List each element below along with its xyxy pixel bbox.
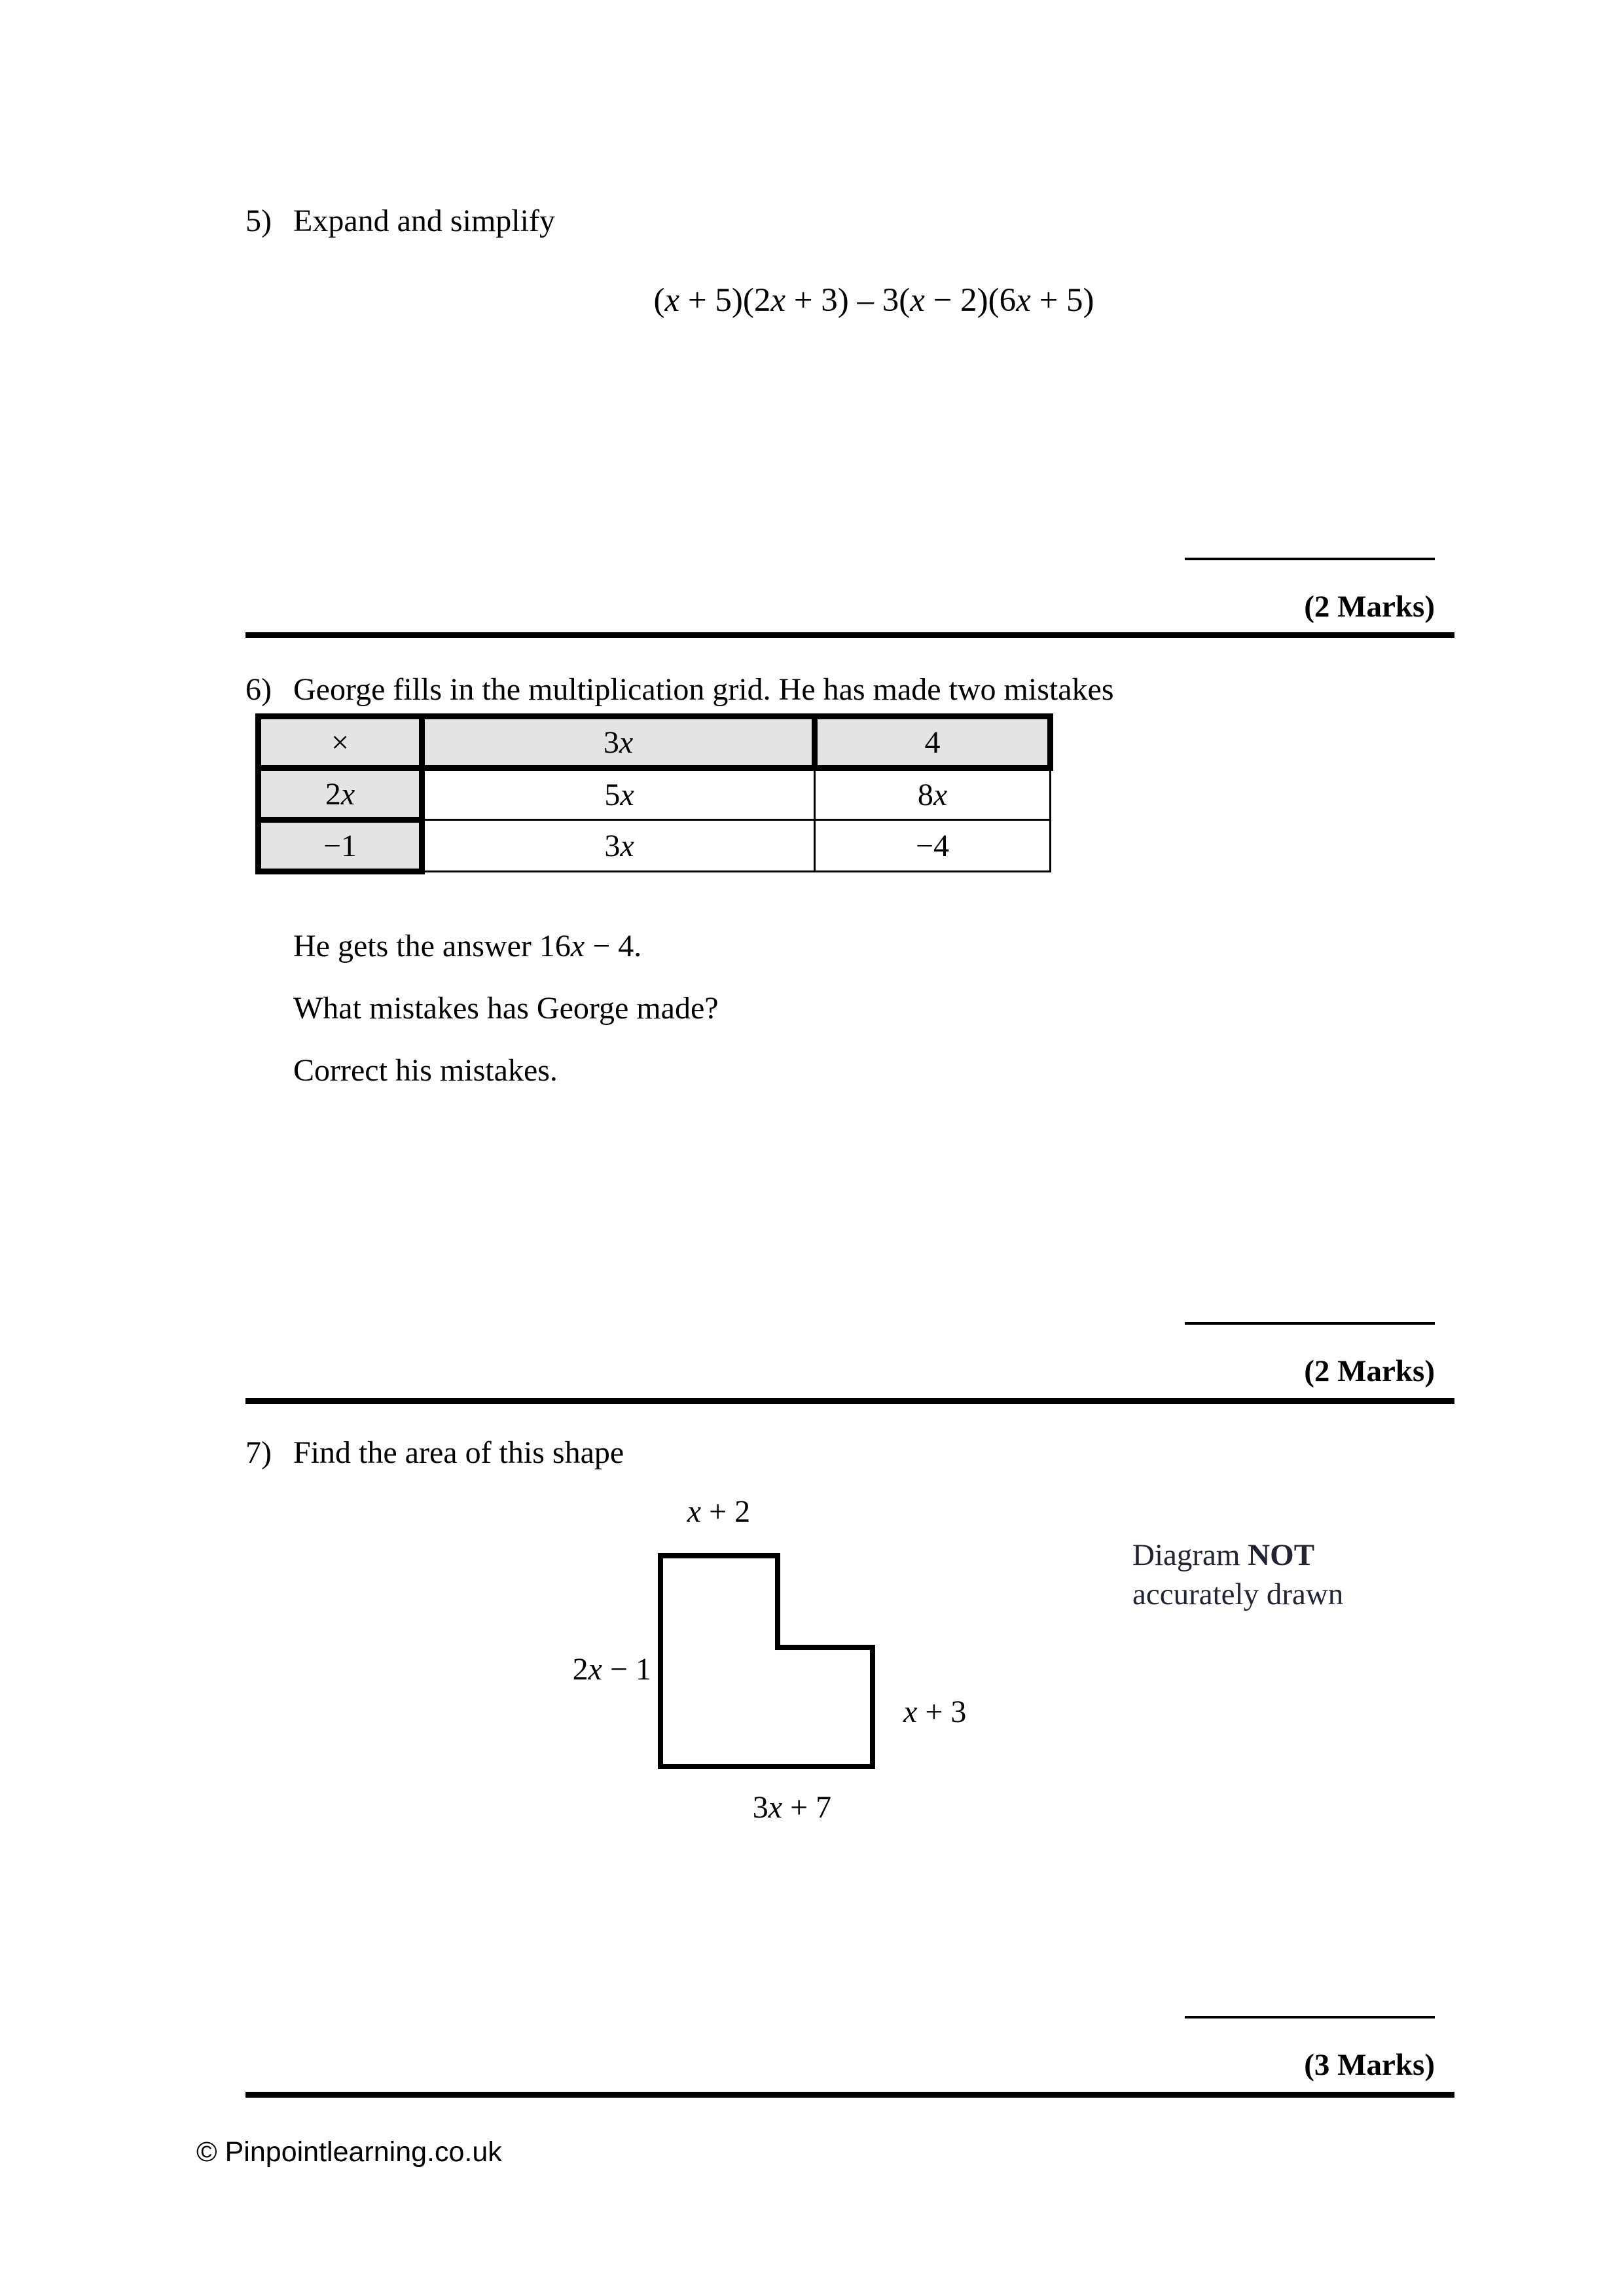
math-expression: (x + 5)(2x + 3) – 3(x − 2)(6x + 5) [653, 282, 1094, 319]
grid-cell: −4 [815, 820, 1051, 872]
question-number: 5) [245, 204, 272, 238]
shape-label-top: x + 2 [687, 1494, 751, 1529]
section-divider [245, 632, 1454, 638]
multiplication-grid [255, 713, 1053, 874]
grid-cell: 2x [259, 768, 422, 820]
marks-label: (2 Marks) [1304, 1354, 1435, 1388]
diagram-note-bold: NOT [1248, 1538, 1315, 1572]
diagram-note-line1 [1132, 1535, 1343, 1575]
question-number: 7) [245, 1435, 272, 1470]
l-shape-outline [660, 1556, 873, 1767]
grid-cell: 4 [815, 717, 1051, 768]
question-6-heading [245, 672, 1114, 708]
shape-label-left: 2x − 1 [572, 1652, 651, 1687]
marks-label: (2 Marks) [1304, 590, 1435, 624]
l-shape-diagram [655, 1551, 878, 1772]
shape-label-bottom: 3x + 7 [752, 1790, 832, 1825]
grid-row [259, 820, 1051, 872]
grid-cell-operator: × [259, 717, 422, 768]
section-divider [245, 1398, 1454, 1404]
grid-cell: 3x [422, 820, 815, 872]
grid-header-row [259, 717, 1051, 768]
answer-line [1185, 2016, 1435, 2018]
section-divider [245, 2092, 1454, 2098]
question-5-heading [245, 203, 555, 239]
marks-label: (3 Marks) [1304, 2048, 1435, 2082]
footer-copyright: © Pinpointlearning.co.uk [196, 2136, 502, 2168]
statement-answer: He gets the answer 16x − 4. [293, 929, 642, 963]
grid-cell: 3x [422, 717, 815, 768]
diagram-note-regular: Diagram [1132, 1538, 1248, 1572]
question-number: 6) [245, 672, 272, 707]
statement-question: What mistakes has George made? [293, 991, 719, 1026]
diagram-note-line2: accurately drawn [1132, 1577, 1344, 1611]
answer-line [1185, 558, 1435, 560]
answer-line [1185, 1322, 1435, 1325]
statement-instruction: Correct his mistakes. [293, 1053, 558, 1088]
diagram-note [1132, 1535, 1343, 1614]
grid-row [259, 768, 1051, 820]
grid-cell: 5x [422, 768, 815, 820]
question-prompt: George fills in the multiplication grid. He has made two mistakes [293, 672, 1114, 707]
question-7-heading [245, 1435, 624, 1471]
grid-cell: −1 [259, 820, 422, 872]
shape-label-right: x + 3 [903, 1695, 967, 1729]
grid-cell: 8x [815, 768, 1051, 820]
question-prompt: Find the area of this shape [293, 1435, 624, 1470]
question-prompt: Expand and simplify [293, 204, 555, 238]
